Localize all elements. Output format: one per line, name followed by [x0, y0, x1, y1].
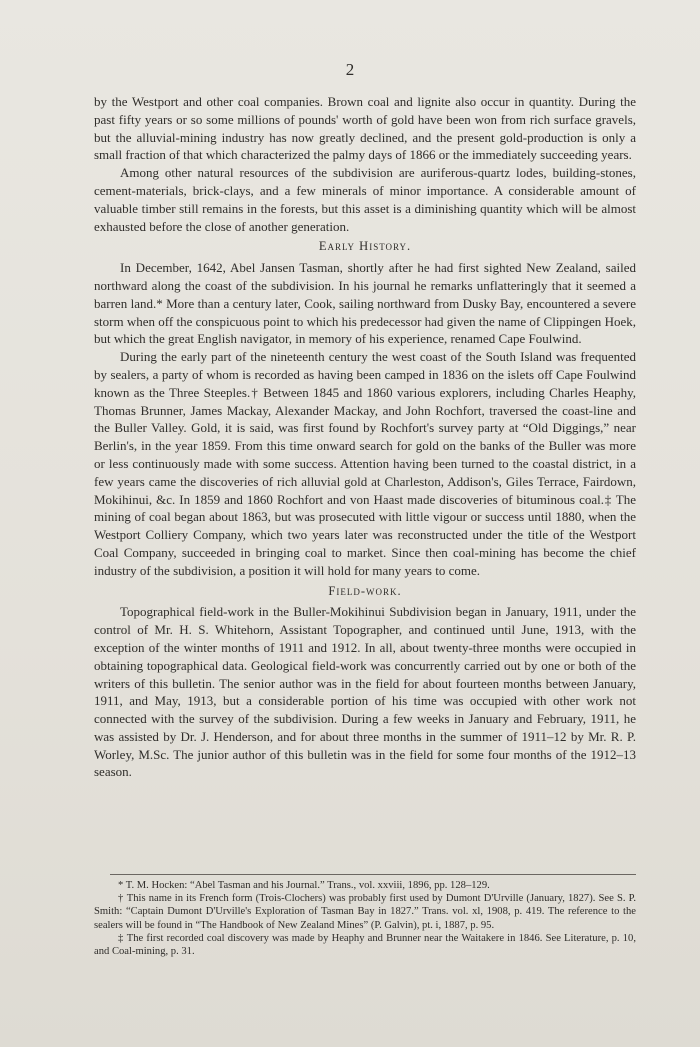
paragraph: In December, 1642, Abel Jansen Tasman, shortly after he had first sighted New Zealand, sailed northward along the coast of the subdivision. In his journal he remarks unflatteringly that it seemed a barren land.* More than a century later, Cook, sailing northward from Dusky Bay, encountered a severe storm when off the conspicuous point to which his predecessor had given the name of Clippingen Hoek, but which the great English navigator, in memory of his experience, renamed Cape Foulwind. [94, 260, 636, 347]
footnote: ‡ The first recorded coal discovery was made by Heaphy and Brunner near the Waitakere in 1846. See Literature, p. 10, and Coal-mining, p. 31. [94, 932, 636, 958]
page-number: 2 [345, 60, 355, 79]
paragraph: Among other natural resources of the subdivision are auriferous-quartz lodes, building-stones, cement-materials, brick-clays, and a few minerals of minor importance. A considerable amount of valuable timber still remains in the forests, but this asset is a diminishing quantity which will be almost exhausted before the close of another generation. [94, 165, 636, 234]
footnotes [94, 879, 636, 958]
paragraph: During the early part of the nineteenth century the west coast of the South Island was frequented by sealers, a party of whom is recorded as having been camped in 1836 on the islets off Cape Foulwind known as the Three Steeples.† Between 1845 and 1860 various explorers, including Charles Heaphy, Thomas Brunner, James Mackay, Alexander Mackay, and John Rochfort, traversed the coast-line and the Buller Valley. Gold, it is said, was first found by Rochfort's survey party at “Old Diggings,” near Berlin's, in the year 1859. From this time onward search for gold on the banks of the Buller was more or less continuously made with some success. Attention having been turned to the coastal district, in a few years came the discoveries of rich alluvial gold at Charleston, Addison's, Giles Terrace, Fairdown, Mokihinui, &c. In 1859 and 1860 Rochfort and von Haast made discoveries of bituminous coal.‡ The mining of coal began about 1863, but was prosecuted with little vigour or success until 1880, when the Westport Colliery Company, which two years later was reconstructed under the title of the Westport Coal Company, succeeded in bringing coal to market. Since then coal-mining has become the chief industry of the subdivision, a position it will hold for many years to come. [94, 349, 636, 578]
body-text [94, 93, 636, 781]
footnote-divider [110, 874, 636, 875]
paragraph: by the Westport and other coal companies. Brown coal and lignite also occur in quantity. During the past fifty years or so some millions of pounds' worth of gold have been won from rich surface gravels, but the alluvial-mining industry has now greatly declined, and the present gold-production is only a small fraction of that which characterized the palmy days of 1866 or the immediately succeeding years. [94, 94, 636, 163]
footnote: * T. M. Hocken: “Abel Tasman and his Journal.” Trans., vol. xxviii, 1896, pp. 128–129. [118, 880, 490, 891]
section-heading-field-work: Field-work. [328, 583, 402, 598]
paragraph: Topographical field-work in the Buller-Mokihinui Subdivision began in January, 1911, under the control of Mr. H. S. Whitehorn, Assistant Topographer, and continued until June, 1913, with the exception of the winter months of 1911 and 1912. In all, about twenty-three months were occupied in obtaining topographical data. Geological field-work was concurrently carried out by one or both of the writers of this bulletin. The senior author was in the field for about fourteen months between January, 1911, and May, 1913, but a considerable portion of his time was occupied with other work not connected with the survey of the subdivision. During a few weeks in January and February, 1911, he was assisted by Dr. J. Henderson, and for about three months in the summer of 1911–12 by Mr. R. P. Worley, M.Sc. The junior author of this bulletin was in the field for some four months of the 1912–13 season. [94, 604, 636, 780]
footnote: † This name in its French form (Trois-Clochers) was probably first used by Dumont D'Urville (January, 1827). See S. P. Smith: “Captain Dumont D'Urville's Exploration of Tasman Bay in 1827.” Trans. vol. xl, 1908, p. 419. The reference to the sealers will be found in “The Handbook of New Zealand Mines” (P. Galvin), pt. i, 1887, p. 95. [94, 893, 636, 931]
section-heading-early-history: Early History. [318, 239, 412, 254]
